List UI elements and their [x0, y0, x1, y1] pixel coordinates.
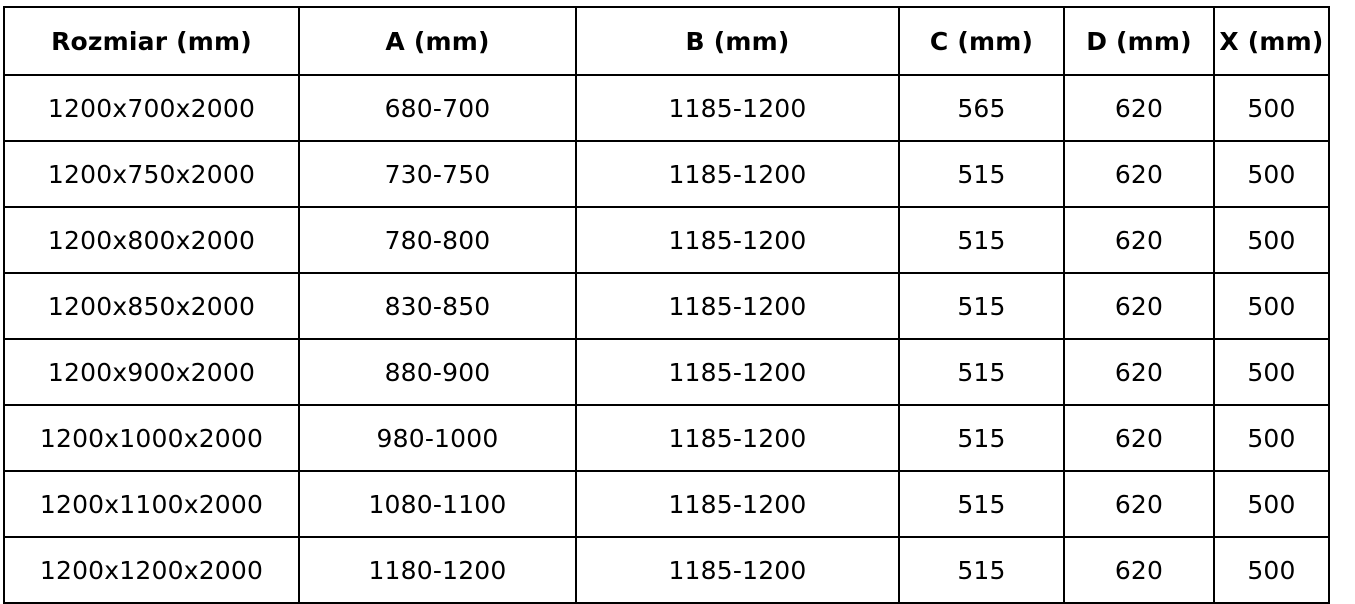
table-body: [4, 75, 1329, 603]
cell-d: 620: [1064, 537, 1214, 603]
cell-rozmiar: 1200x900x2000: [4, 339, 299, 405]
size-table-container: [0, 6, 1355, 597]
cell-rozmiar: 1200x1000x2000: [4, 405, 299, 471]
cell-x: 500: [1214, 141, 1329, 207]
cell-rozmiar: 1200x850x2000: [4, 273, 299, 339]
cell-c: 515: [899, 207, 1064, 273]
column-header-rozmiar: Rozmiar (mm): [4, 7, 299, 75]
cell-b: 1185-1200: [576, 207, 899, 273]
cell-a: 880-900: [299, 339, 576, 405]
column-header-d: D (mm): [1064, 7, 1214, 75]
table-row: [4, 207, 1329, 273]
cell-d: 620: [1064, 207, 1214, 273]
table-header: [4, 7, 1329, 75]
cell-rozmiar: 1200x1200x2000: [4, 537, 299, 603]
cell-x: 500: [1214, 405, 1329, 471]
cell-b: 1185-1200: [576, 471, 899, 537]
cell-x: 500: [1214, 207, 1329, 273]
cell-c: 515: [899, 141, 1064, 207]
cell-x: 500: [1214, 75, 1329, 141]
cell-x: 500: [1214, 471, 1329, 537]
cell-a: 1180-1200: [299, 537, 576, 603]
column-header-b: B (mm): [576, 7, 899, 75]
table-row: [4, 141, 1329, 207]
cell-b: 1185-1200: [576, 273, 899, 339]
cell-x: 500: [1214, 339, 1329, 405]
cell-a: 830-850: [299, 273, 576, 339]
cell-a: 680-700: [299, 75, 576, 141]
cell-d: 620: [1064, 405, 1214, 471]
cell-rozmiar: 1200x800x2000: [4, 207, 299, 273]
cell-c: 515: [899, 339, 1064, 405]
table-row: [4, 537, 1329, 603]
table-row: [4, 405, 1329, 471]
cell-d: 620: [1064, 339, 1214, 405]
cell-d: 620: [1064, 273, 1214, 339]
table-row: [4, 75, 1329, 141]
cell-a: 730-750: [299, 141, 576, 207]
cell-x: 500: [1214, 537, 1329, 603]
column-header-a: A (mm): [299, 7, 576, 75]
cell-b: 1185-1200: [576, 537, 899, 603]
cell-rozmiar: 1200x700x2000: [4, 75, 299, 141]
cell-c: 515: [899, 537, 1064, 603]
table-header-row: [4, 7, 1329, 75]
cell-a: 780-800: [299, 207, 576, 273]
dimensions-table: [3, 6, 1330, 604]
cell-a: 980-1000: [299, 405, 576, 471]
cell-d: 620: [1064, 75, 1214, 141]
table-row: [4, 273, 1329, 339]
cell-rozmiar: 1200x1100x2000: [4, 471, 299, 537]
cell-d: 620: [1064, 471, 1214, 537]
cell-b: 1185-1200: [576, 339, 899, 405]
cell-c: 515: [899, 405, 1064, 471]
cell-x: 500: [1214, 273, 1329, 339]
cell-rozmiar: 1200x750x2000: [4, 141, 299, 207]
column-header-c: C (mm): [899, 7, 1064, 75]
cell-b: 1185-1200: [576, 75, 899, 141]
table-row: [4, 471, 1329, 537]
cell-d: 620: [1064, 141, 1214, 207]
cell-b: 1185-1200: [576, 405, 899, 471]
cell-a: 1080-1100: [299, 471, 576, 537]
column-header-x: X (mm): [1214, 7, 1329, 75]
cell-c: 515: [899, 471, 1064, 537]
table-row: [4, 339, 1329, 405]
cell-c: 565: [899, 75, 1064, 141]
cell-c: 515: [899, 273, 1064, 339]
cell-b: 1185-1200: [576, 141, 899, 207]
